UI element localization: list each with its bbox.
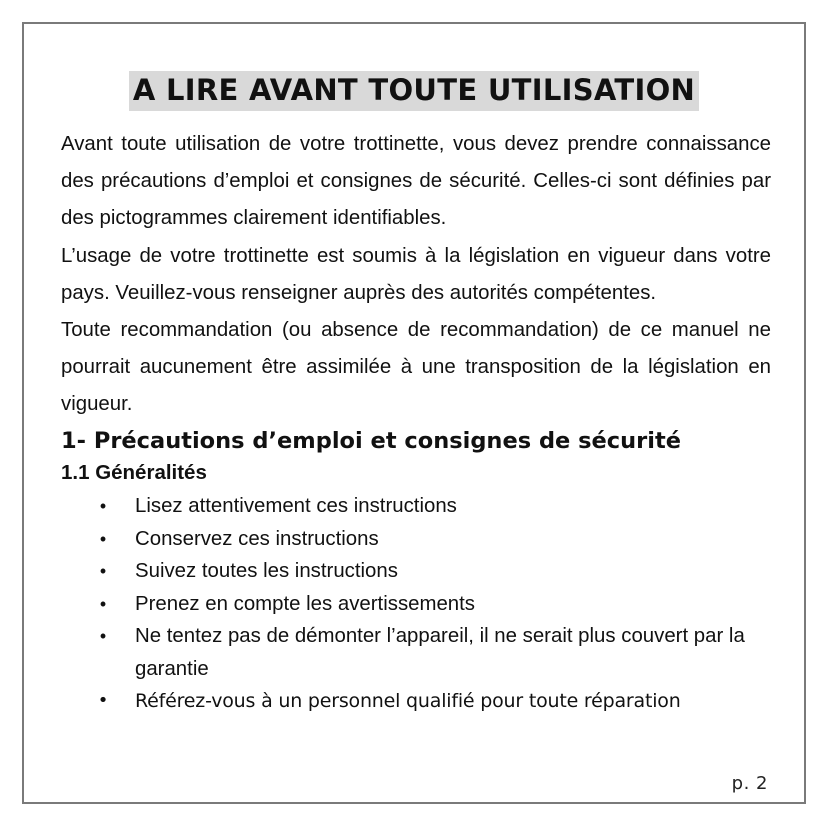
bullet-icon: • [99,593,107,614]
bullet-icon: • [97,690,109,711]
title-container [24,71,804,111]
instructions-list [96,490,766,718]
intro-paragraph-2: L’usage de votre trottinette est soumis à la législation en vigueur dans votre pays. Veuillez-vous renseigner auprès des autorités compétentes. [61,244,771,304]
list-item [96,588,766,621]
subsection-heading: 1.1 Généralités [61,461,207,484]
list-item [96,685,766,718]
list-item [96,620,766,685]
intro-text [61,126,771,424]
section-heading: 1- Précautions d’emploi et consignes de sécurité [61,428,681,454]
bullet-icon: • [99,528,107,549]
page-number: p. 2 [731,773,768,794]
list-item-text: Lisez attentivement ces instructions [135,495,457,517]
intro-paragraph-3: Toute recommandation (ou absence de recommandation) de ce manuel ne pourrait aucunement être assimilée à une transposition de la législation en vigueur. [61,319,771,416]
list-item-text: Référez-vous à un personnel qualifié pour toute réparation [135,690,681,712]
list-item-text: Ne tentez pas de démonter l’appareil, il ne serait plus couvert par la garantie [135,625,745,680]
bullet-icon: • [99,496,107,516]
bullet-icon: • [99,626,107,646]
page-title: A LIRE AVANT TOUTE UTILISATION [129,71,699,111]
list-item-text: Prenez en compte les avertissements [135,592,475,615]
list-item [96,523,766,556]
list-item-text: Conservez ces instructions [135,527,379,550]
intro-paragraph-1: Avant toute utilisation de votre trottinette, vous devez prendre connaissance des précautions d’emploi et consignes de sécurité. Celles-ci sont définies par des pictogrammes clairement identifiables. [61,133,771,230]
document-page [22,22,806,804]
list-item [96,555,766,588]
bullet-icon: • [99,561,107,581]
list-item [96,490,766,523]
list-item-text: Suivez toutes les instructions [135,560,398,582]
